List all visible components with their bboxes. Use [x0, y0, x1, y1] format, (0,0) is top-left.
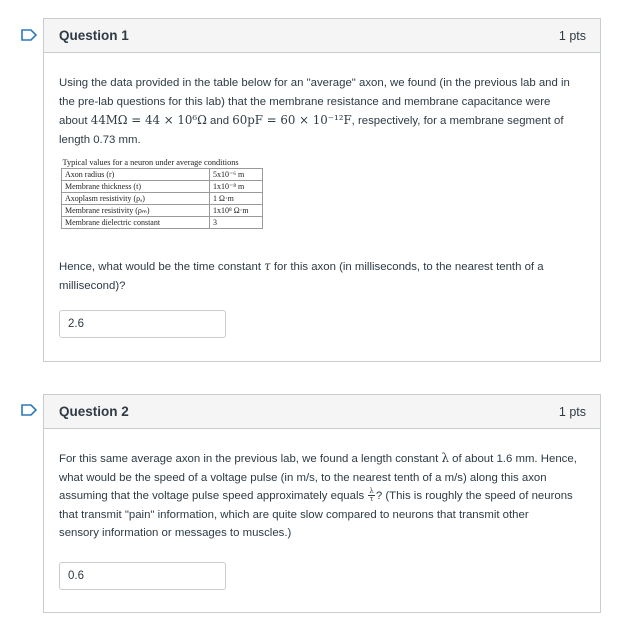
table-cell-value: 1x10⁸ Ω·m: [210, 205, 263, 217]
question-text-line: [59, 111, 585, 131]
question-text-line: [59, 257, 544, 277]
table-caption: Typical values for a neuron under average conditions: [62, 157, 263, 169]
flag-question-icon[interactable]: [21, 404, 37, 416]
text-fragment: ? (This is roughly the speed of neurons: [375, 490, 573, 502]
question-text-line: the pre-lab questions for this lab) that the membrane resistance and membrane capacitance were: [59, 95, 551, 108]
question-text-line: length 0.73 mm.: [59, 133, 141, 146]
text-fragment: , respectively, for a membrane segment of: [351, 115, 564, 127]
table-cell-value: 5x10⁻⁶ m: [210, 169, 263, 181]
question-header: [44, 19, 600, 53]
fraction-denominator: τ: [369, 495, 374, 504]
text-fragment: about: [59, 115, 88, 127]
text-fragment: of about 1.6 mm. Hence,: [452, 453, 577, 465]
table-row: [62, 205, 263, 217]
question-header: [44, 395, 600, 429]
table-cell-value: 3: [210, 217, 263, 229]
table-cell-label: Membrane resistivity (ρₘ): [62, 205, 210, 217]
text-fragment: For this same average axon in the previous lab, we found a length constant: [59, 453, 439, 465]
answer-input[interactable]: 2.6: [59, 310, 226, 338]
fraction-numerator: λ: [369, 487, 374, 496]
neuron-values-table: [61, 157, 263, 229]
question-text-line: that transmit "pain" information, which are quite slow compared to neurons that transmit other: [59, 508, 529, 521]
question-points: 1 pts: [558, 404, 586, 419]
text-fragment: Hence, what would be the time constant: [59, 261, 261, 273]
question-title: Question 1: [59, 28, 129, 43]
question-title: Question 2: [59, 404, 129, 419]
table-row: [62, 217, 263, 229]
math-capacitance: 60pF = 60 × 10⁻¹²F: [232, 113, 352, 127]
question-body: [44, 53, 600, 149]
math-fraction: [368, 488, 374, 503]
question-text-line: millisecond)?: [59, 279, 126, 292]
question-prompt: [44, 257, 559, 295]
table-row: [62, 193, 263, 205]
question-text-line: sensory information or messages to muscles.): [59, 527, 292, 539]
question-body: [44, 429, 600, 543]
question-card-1: [43, 18, 601, 362]
table-row: [62, 181, 263, 193]
question-card-2: [43, 394, 601, 613]
table-cell-label: Axoplasm resistivity (ρₐ): [62, 193, 210, 205]
question-text-line: Using the data provided in the table below for an "average" axon, we found (in the previous lab and in: [59, 77, 570, 89]
text-fragment: assuming that the voltage pulse speed approximately equals: [59, 490, 365, 502]
table-cell-value: 1 Ω·m: [210, 193, 263, 205]
question-text-line: [59, 449, 585, 469]
question-text-line: [59, 487, 585, 506]
math-resistance: 44MΩ = 44 × 10⁶Ω: [90, 113, 207, 127]
table-cell-label: Axon radius (r): [62, 169, 210, 181]
question-text-line: what would be the speed of a voltage pulse (in m/s, to the nearest tenth of a m/s) along this axon: [59, 471, 547, 484]
flag-question-icon[interactable]: [21, 29, 37, 41]
math-tau: τ: [264, 259, 271, 273]
table-row: [62, 169, 263, 181]
table-cell-label: Membrane dielectric constant: [62, 217, 210, 229]
math-lambda: λ: [441, 451, 449, 465]
answer-input[interactable]: 0.6: [59, 562, 226, 590]
text-fragment: for this axon (in milliseconds, to the nearest tenth of a: [273, 261, 544, 273]
question-points: 1 pts: [558, 28, 586, 43]
table-cell-value: 1x10⁻⁸ m: [210, 181, 263, 193]
text-fragment: and: [210, 115, 230, 127]
table-cell-label: Membrane thickness (t): [62, 181, 210, 193]
